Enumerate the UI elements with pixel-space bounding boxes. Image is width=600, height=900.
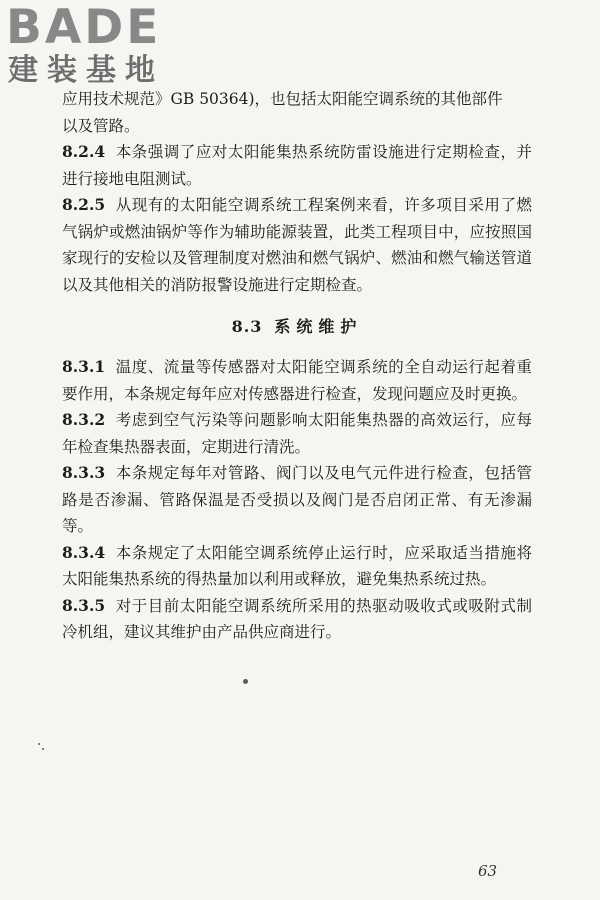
clause-text: 从现有的太阳能空调系统工程案例来看，许多项目采用了燃气锅炉或燃油锅炉等作为辅助能源装置，此类工程项目中，应按照国家现行的安检以及管理制度对燃油和燃气锅炉、燃油和燃气输送管道以及其他相关的消防报警设施进行定期检查。 bbox=[62, 196, 532, 294]
continuation-line-2: 以及管路。 bbox=[62, 116, 140, 135]
clause-number: 8.3.4 bbox=[62, 542, 106, 562]
clause-number: 8.2.4 bbox=[62, 142, 106, 161]
page-number: 63 bbox=[478, 862, 498, 880]
section-number: 8.3 bbox=[231, 317, 263, 336]
watermark-logo bbox=[6, 2, 164, 88]
clause-number: 8.3.3 bbox=[62, 463, 106, 482]
clause-text: 本条规定每年对管路、阀门以及电气元件进行检查，包括管路是否渗漏、管路保温是否受损以及阀门是否启闭正常、有无渗漏等。 bbox=[62, 464, 532, 535]
page-body bbox=[62, 86, 532, 646]
clause-8-3-4 bbox=[62, 540, 532, 593]
clause-number: 8.2.5 bbox=[62, 195, 106, 214]
clause-number: 8.3.5 bbox=[62, 595, 106, 615]
scan-speck bbox=[42, 748, 44, 750]
clause-8-3-3 bbox=[62, 460, 532, 540]
continuation-line-1: 应用技术规范》GB 50364)，也包括太阳能空调系统的其他部件 bbox=[62, 90, 503, 108]
logo-wordmark: BADE bbox=[6, 0, 162, 55]
clause-8-3-2 bbox=[62, 407, 532, 460]
clause-text: 考虑到空气污染等问题影响太阳能集热器的高效运行，应每年检查集热器表面，定期进行清洗。 bbox=[62, 411, 532, 456]
clause-8-3-1 bbox=[62, 354, 532, 407]
scan-speck bbox=[38, 743, 40, 745]
logo-subtitle: 建装基地 bbox=[8, 53, 164, 88]
scan-speck bbox=[243, 679, 248, 684]
clause-8-2-4 bbox=[62, 139, 532, 192]
clause-8-2-5 bbox=[62, 192, 532, 298]
section-title: 系统维护 bbox=[274, 317, 363, 336]
section-heading bbox=[62, 314, 532, 340]
clause-text: 本条规定了太阳能空调系统停止运行时，应采取适当措施将太阳能集热系统的得热量加以利用或释放，避免集热系统过热。 bbox=[62, 543, 532, 588]
continuation-paragraph bbox=[62, 86, 532, 139]
clause-number: 8.3.2 bbox=[62, 410, 106, 429]
clause-number: 8.3.1 bbox=[62, 357, 106, 376]
clause-8-3-5 bbox=[62, 593, 532, 646]
clause-text: 温度、流量等传感器对太阳能空调系统的全自动运行起着重要作用，本条规定每年应对传感器进行检查，发现问题应及时更换。 bbox=[62, 358, 532, 403]
clause-text: 本条强调了应对太阳能集热系统防雷设施进行定期检查，并进行接地电阻测试。 bbox=[62, 143, 532, 188]
clause-text: 对于目前太阳能空调系统所采用的热驱动吸收式或吸附式制冷机组，建议其维护由产品供应商进行。 bbox=[62, 596, 532, 641]
